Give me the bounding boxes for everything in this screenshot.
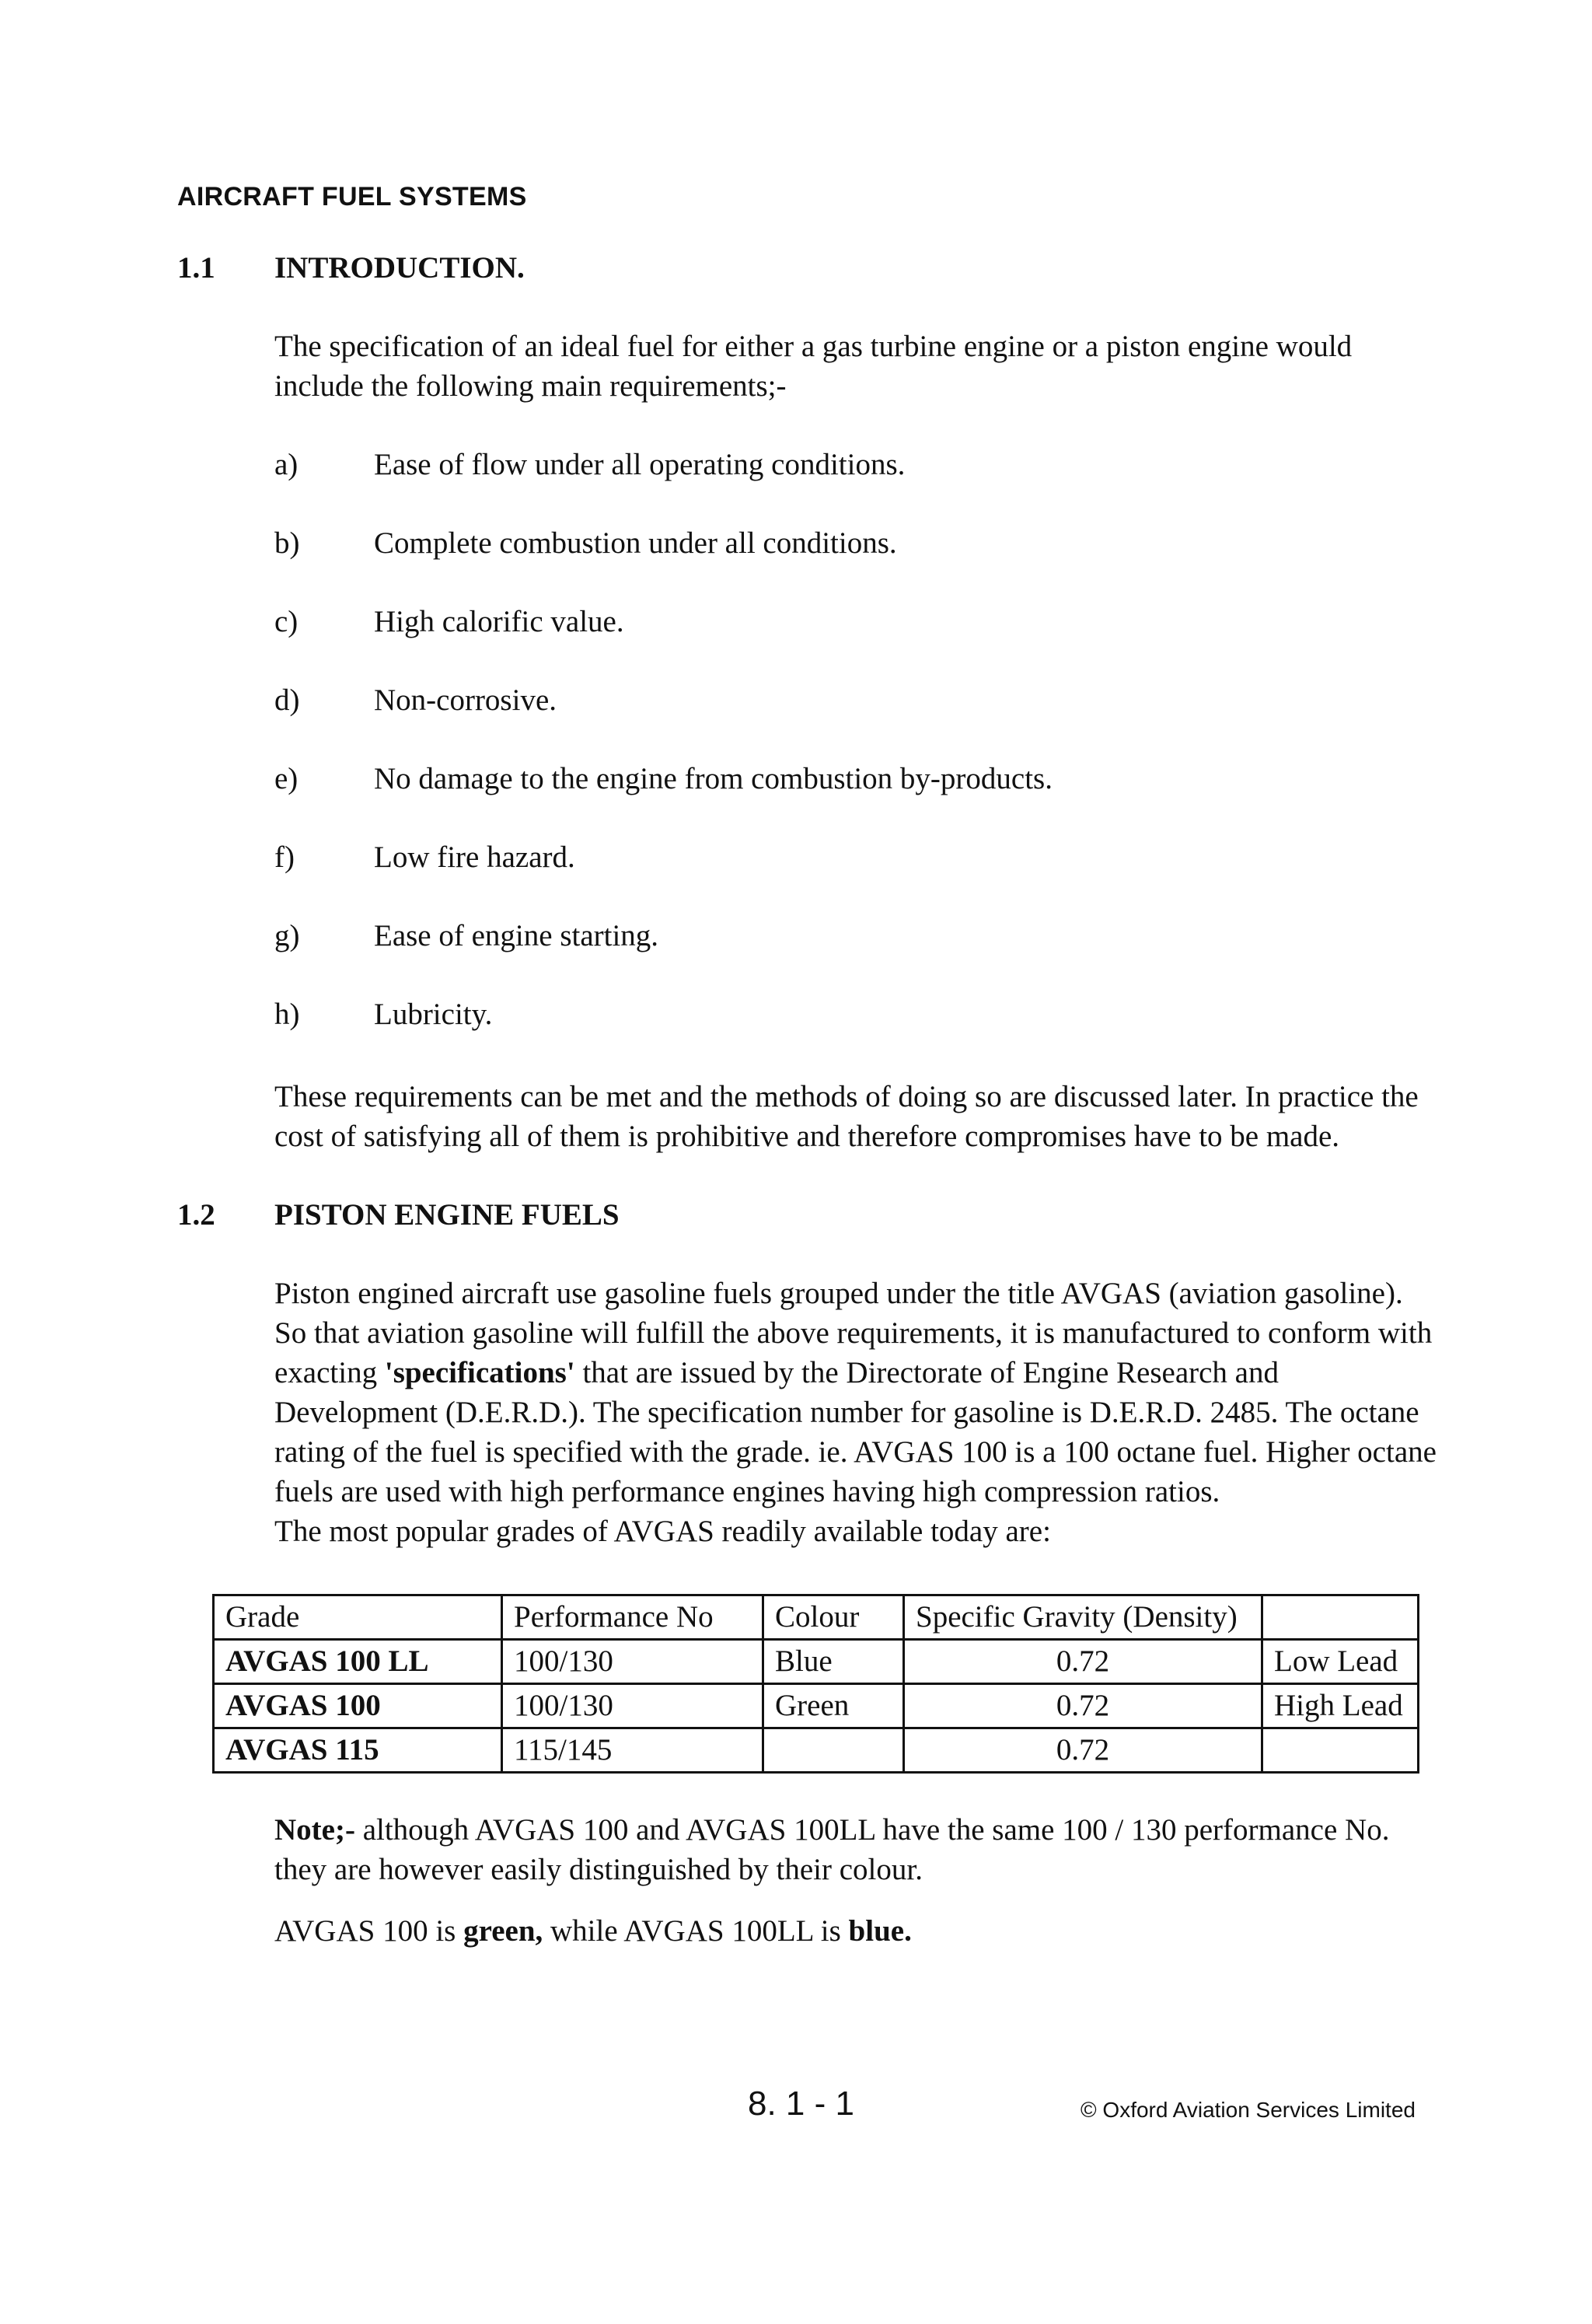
list-item-letter: h) [274,998,300,1031]
table-cell: Blue [763,1640,904,1684]
list-item-letter: a) [274,448,298,481]
section-title: PISTON ENGINE FUELS [274,1198,620,1232]
table-cell: 0.72 [904,1640,1262,1684]
table-cell: 100/130 [502,1640,763,1684]
note-paragraph [274,1810,1440,1889]
closing-paragraph: These requirements can be met and the methods of doing so are discussed later. In practice the cost of satisfying all of them is prohibitive and therefore compromises have to be made. [274,1080,1419,1153]
section-title: INTRODUCTION. [274,251,525,285]
list-item-text: Non-corrosive. [374,683,557,717]
table-header: Performance No [502,1595,763,1640]
table-cell [1262,1728,1419,1773]
list-item-letter: f) [274,840,295,874]
document-title: AIRCRAFT FUEL SYSTEMS [177,182,527,211]
table-cell: AVGAS 115 [214,1728,502,1773]
list-item-text: Lubricity. [374,998,493,1031]
table-cell: 100/130 [502,1684,763,1728]
list-item-letter: c) [274,605,298,638]
table-row [214,1640,1419,1684]
paragraph-text: The most popular grades of AVGAS readily available today are: [274,1515,1051,1548]
table-header: Colour [763,1595,904,1640]
table-header-row [214,1595,1419,1640]
table-cell: High Lead [1262,1684,1419,1728]
table-cell: 0.72 [904,1728,1262,1773]
colour-line-text: while AVGAS 100LL is [543,1914,849,1948]
table-cell: AVGAS 100 LL [214,1640,502,1684]
list-item-text: High calorific value. [374,605,624,638]
note-label: Note;- [274,1813,355,1847]
table-cell [763,1728,904,1773]
section-number: 1.1 [177,251,215,285]
table-cell: AVGAS 100 [214,1684,502,1728]
table-header: Specific Gravity (Density) [904,1595,1262,1640]
specifications-emphasis: 'specifications' [384,1356,575,1389]
table-cell: 115/145 [502,1728,763,1773]
list-item-text: No damage to the engine from combustion by-products. [374,762,1053,795]
list-item-letter: g) [274,919,300,952]
paragraph-text: Piston engined aircraft use gasoline fuels grouped under the title AVGAS (aviation gasoline). So that aviation gasoline will fulfill the above requirements, it is manufactured to conform with exacting [274,1277,1433,1389]
blue-emphasis: blue. [848,1914,912,1948]
section-number: 1.2 [177,1198,215,1232]
list-item-text: Ease of flow under all operating conditions. [374,448,906,481]
note-text: although AVGAS 100 and AVGAS 100LL have the same 100 / 130 performance No. they are however easily distinguished by their colour. [274,1813,1390,1886]
table-header: Grade [214,1595,502,1640]
table-cell: Green [763,1684,904,1728]
piston-fuels-paragraph [274,1274,1440,1551]
list-item-text: Low fire hazard. [374,840,575,874]
table-row [214,1728,1419,1773]
list-item-text: Ease of engine starting. [374,919,659,952]
page-number: 8. 1 - 1 [748,2085,854,2123]
copyright-notice: © Oxford Aviation Services Limited [1081,2098,1416,2122]
intro-paragraph: The specification of an ideal fuel for either a gas turbine engine or a piston engine would include the following main requirements;- [274,330,1353,403]
table-cell: 0.72 [904,1684,1262,1728]
list-item-letter: e) [274,762,298,795]
list-item-text: Complete combustion under all conditions. [374,526,897,560]
colour-line [274,1911,1440,1951]
table-cell: Low Lead [1262,1640,1419,1684]
table-row [214,1684,1419,1728]
paragraph-text: that are issued by the Directorate of Engine Research and Development (D.E.R.D.). The specification number for gasoline is D.E.R.D. 2485. The octane rating of the fuel is specified with the grade. ie. AVGAS 100 is a 100 octane fuel. Higher octane fuels are used with high performance engines having high compression ratios. [274,1356,1437,1508]
green-emphasis: green, [463,1914,543,1948]
list-item-letter: d) [274,683,300,717]
table-header [1262,1595,1419,1640]
colour-line-text: AVGAS 100 is [274,1914,464,1948]
avgas-grades-table [212,1594,1419,1774]
list-item-letter: b) [274,526,300,560]
